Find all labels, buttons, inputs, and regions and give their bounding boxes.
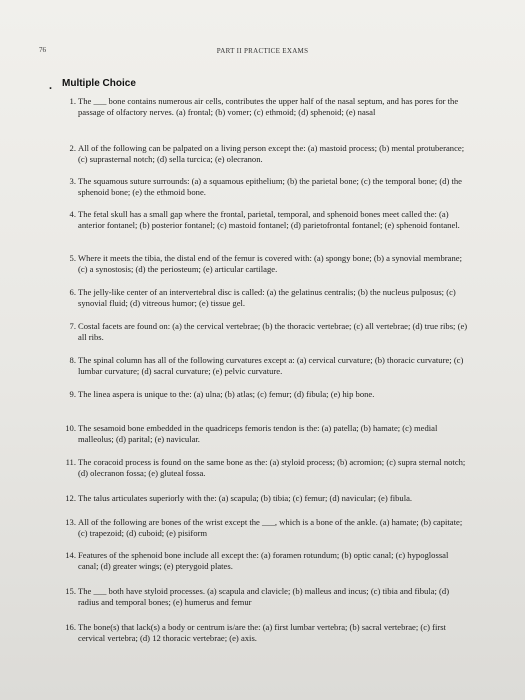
question-number: 6. bbox=[69, 287, 76, 297]
question-item bbox=[60, 389, 470, 400]
question-number: 14. bbox=[65, 550, 76, 560]
question-text: The bone(s) that lack(s) a body or centrum is/are the: (a) first lumbar vertebra; (b) sacral vertebrae; (c) first cervical vertebra; (d) 12 thoracic vertebrae; (e) axis. bbox=[78, 622, 446, 643]
question-item bbox=[60, 550, 470, 571]
question-item bbox=[60, 622, 470, 643]
question-number: 8. bbox=[69, 355, 76, 365]
question-number: 10. bbox=[65, 423, 76, 433]
question-number: 4. bbox=[69, 209, 76, 219]
question-item bbox=[60, 176, 470, 197]
question-item bbox=[60, 586, 470, 607]
question-item bbox=[60, 209, 470, 230]
question-number: 1. bbox=[69, 96, 76, 106]
question-number: 2. bbox=[69, 143, 76, 153]
question-text: The squamous suture surrounds: (a) a squamous epithelium; (b) the parietal bone; (c) the temporal bone; (d) the sphenoid bone; (e) the ethmoid bone. bbox=[78, 176, 462, 197]
question-item bbox=[60, 321, 470, 342]
question-item bbox=[60, 143, 470, 164]
question-item bbox=[60, 287, 470, 308]
question-text: The talus articulates superiorly with the: (a) scapula; (b) tibia; (c) femur; (d) navicular; (e) fibula. bbox=[78, 493, 413, 503]
question-text: The fetal skull has a small gap where the frontal, parietal, temporal, and sphenoid bones meet called the: (a) anterior fontanel; (b) posterior fontanel; (c) mastoid fontanel; (d) parietofrontal fontanel; (e) sphenoid fontanel. bbox=[78, 209, 460, 230]
section-title: Multiple Choice bbox=[62, 78, 136, 89]
question-text: The sesamoid bone embedded in the quadriceps femoris tendon is the: (a) patella; (b) hamate; (c) medial malleolus; (d) parital; (e) navicular. bbox=[78, 423, 438, 444]
question-text: The ___ both have styloid processes. (a) scapula and clavicle; (b) malleus and incus; (c) tibia and fibula; (d) radius and temporal bones; (e) humerus and femur bbox=[78, 586, 450, 607]
question-text: The linea aspera is unique to the: (a) ulna; (b) atlas; (c) femur; (d) fibula; (e) hip bone. bbox=[78, 389, 375, 399]
section-bullet: . bbox=[49, 78, 52, 92]
question-number: 15. bbox=[65, 586, 76, 596]
question-number: 13. bbox=[65, 517, 76, 527]
question-text: The coracoid process is found on the same bone as the: (a) styloid process; (b) acromion; (c) supra sternal notch; (d) olecranon fossa; (e) gluteal fossa. bbox=[78, 457, 466, 478]
question-item bbox=[60, 493, 470, 504]
question-text: Costal facets are found on: (a) the cervical vertebrae; (b) the thoracic vertebrae; (c) all vertebrae; (d) true ribs; (e) all ribs. bbox=[78, 321, 468, 342]
question-number: 7. bbox=[69, 321, 76, 331]
question-number: 16. bbox=[65, 622, 76, 632]
page-number: 76 bbox=[39, 46, 46, 54]
question-item bbox=[60, 423, 470, 444]
question-number: 3. bbox=[69, 176, 76, 186]
question-item bbox=[60, 253, 470, 274]
question-text: All of the following can be palpated on a living person except the: (a) mastoid process; (b) mental protuberance; (c) suprasternal notch; (d) sella turcica; (e) olecranon. bbox=[78, 143, 465, 164]
question-item bbox=[60, 96, 470, 117]
question-text: The jelly-like center of an intervertebral disc is called: (a) the gelatinus centralis; (b) the nucleus pulposus; (c) synovial fluid; (d) vitreous humor; (e) tissue gel. bbox=[78, 287, 456, 308]
question-text: The ___ bone contains numerous air cells, contributes the upper half of the nasal septum, and has pores for the passage of olfactory nerves. (a) frontal; (b) vomer; (c) ethmoid; (d) sphenoid; (e) nasal bbox=[78, 96, 459, 117]
question-text: Features of the sphenoid bone include all except the: (a) foramen rotundum; (b) optic canal; (c) hypoglossal canal; (d) greater wings; (e) pterygoid plates. bbox=[78, 550, 449, 571]
running-header: PART II PRACTICE EXAMS bbox=[216, 47, 309, 55]
question-number: 11. bbox=[65, 457, 76, 467]
question-number: 5. bbox=[69, 253, 76, 263]
question-number: 12. bbox=[65, 493, 76, 503]
question-item bbox=[60, 355, 470, 376]
question-item bbox=[60, 517, 470, 538]
question-text: The spinal column has all of the following curvatures except a: (a) cervical curvature; (b) thoracic curvature; (c) lumbar curvature; (d) sacral curvature; (e) pelvic curvature. bbox=[78, 355, 464, 376]
question-number: 9. bbox=[69, 389, 76, 399]
question-item bbox=[60, 457, 470, 478]
question-text: Where it meets the tibia, the distal end of the femur is covered with: (a) spongy bone; (b) a synovial membrane; (c) a synostosis; (d) the periosteum; (e) articular cartilage. bbox=[78, 253, 462, 274]
question-text: All of the following are bones of the wrist except the ___, which is a bone of the ankle. (a) hamate; (b) capitate; (c) trapezoid; (d) cuboid; (e) pisiform bbox=[78, 517, 463, 538]
